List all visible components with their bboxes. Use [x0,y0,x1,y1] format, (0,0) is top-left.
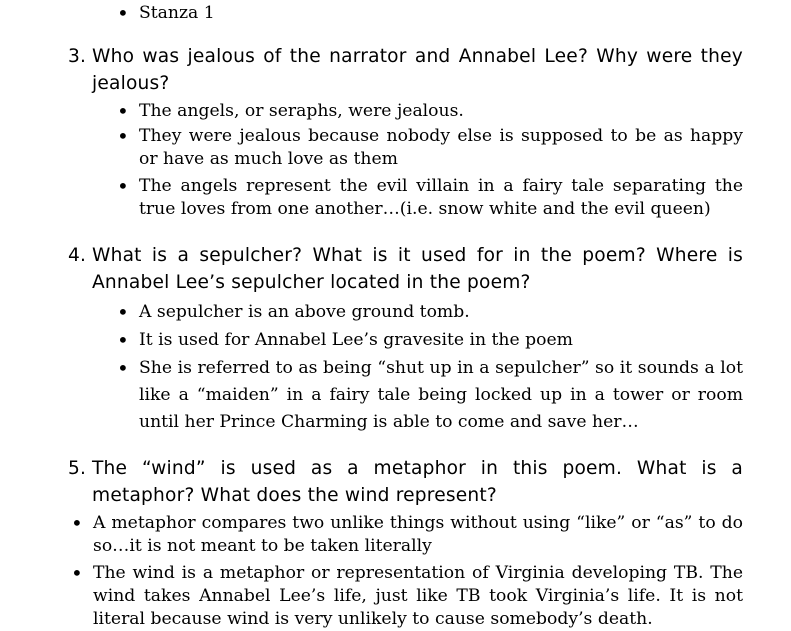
answer-3-3: • The angels represent the evil villain in a fairy tale separating the true loves from one another…(i.e. snow white and the evil queen) [139,175,743,221]
answer-3-1: • The angels, or seraphs, were jealous. [139,100,743,123]
answer-4-3: • She is referred to as being “shut up in a sepulcher” so it sounds a lot like a “maiden” in a fairy tale being locked up in a tower or room until her Prince Charming is able to come and save her… [139,355,743,436]
question-4-answers [0,299,743,436]
answer-list-5 [93,512,743,631]
answer-3-2: • They were jealous because nobody else is supposed to be as happy or have as much love as them [139,125,743,171]
question-5 [68,455,743,509]
question-3-text: Who was jealous of the narrator and Annabel Lee? Why were they jealous? [92,46,743,94]
answer-list-4 [139,299,743,436]
question-5-number: 5. [68,458,87,479]
question-4 [68,242,743,296]
question-3-answers [0,100,743,221]
question-4-text: What is a sepulcher? What is it used for in the poem? Where is Annabel Lee’s sepulcher located in the poem? [92,245,743,293]
answer-4-2: • It is used for Annabel Lee’s gravesite in the poem [139,327,743,354]
question-4-number: 4. [68,245,87,266]
answer-5-2: • The wind is a metaphor or representation of Virginia developing TB. The wind takes Annabel Lee’s life, just like TB took Virginia’s life. It is not literal because wind is very unlikely to cause somebody’s death. [93,562,743,631]
question-5-answers [0,512,743,631]
answer-5-1: • A metaphor compares two unlike things without using “like” or “as” to do so…it is not meant to be taken literally [93,512,743,558]
stanza-item: • Stanza 1 [139,2,743,25]
question-3 [68,43,743,97]
stanza-list [139,2,743,25]
answer-list-3 [139,100,743,221]
question-5-text: The “wind” is used as a metaphor in this poem. What is a metaphor? What does the wind represent? [92,458,743,506]
answer-4-1: • A sepulcher is an above ground tomb. [139,299,743,326]
question-3-number: 3. [68,46,87,67]
stanza-section [0,2,743,25]
